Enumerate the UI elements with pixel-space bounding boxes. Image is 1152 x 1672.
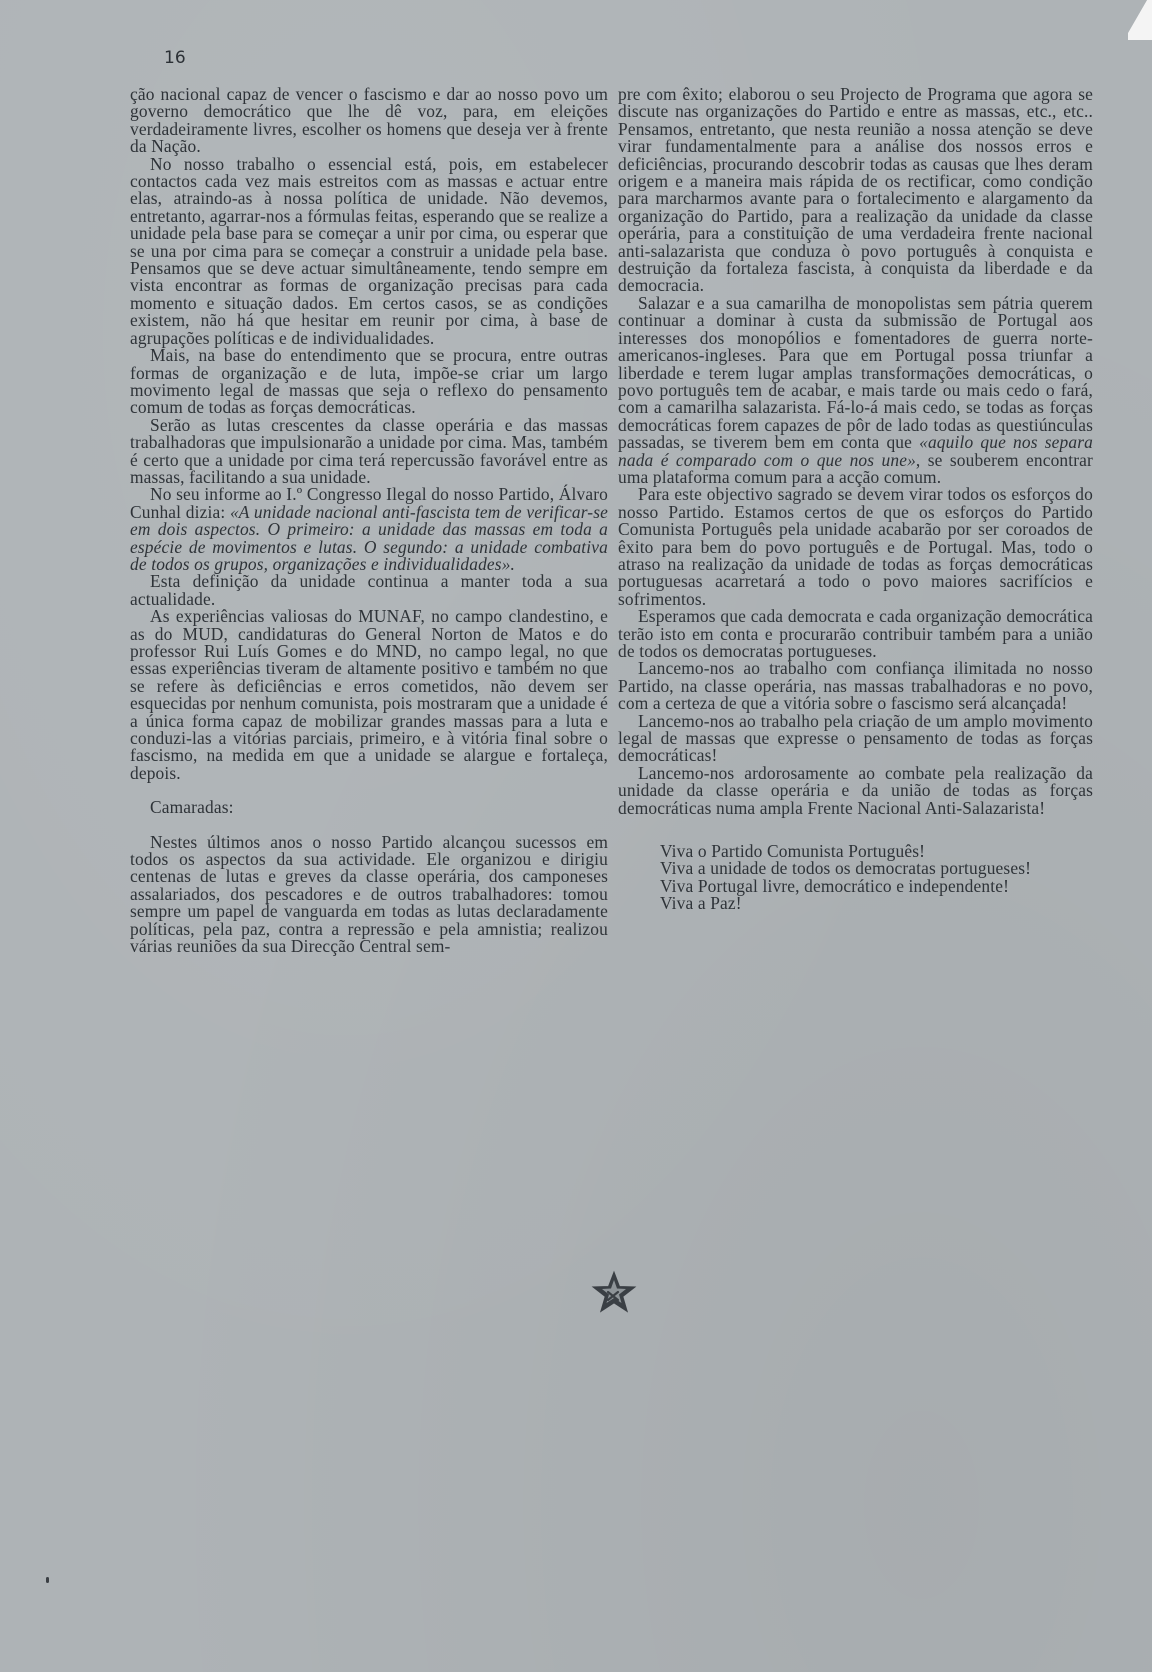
left-paragraph-8: Nestes últimos anos o nosso Partido alcançou sucessos em todos os aspectos da sua actividade. Ele organizou e dirigiu centenas de lutas e greves da classe operária, dos camponeses assalariados, dos pescadores e de outros trabalhadores: tomou sempre um papel de vanguarda em todas as lutas declaradamente políticas, pela paz, contra a repressão e pela amnistia; realizou várias reuniões da sua Direcção Central sem-	[130, 831, 608, 957]
left-paragraph-1: ção nacional capaz de vencer o fascismo e dar ao nosso povo um governo democrático que lhe dê voz, para, em eleições verdadeiramente livres, escolher os homens que deseja ver à frente da Nação.	[130, 84, 608, 157]
salutation: Camaradas:	[150, 797, 234, 818]
right-paragraph-3: Para este objectivo sagrado se devem virar todos os esforços do nosso Partido. Estamos certos de que os esforços do Partido Comunista Português pela unidade acabarão por ser coroados de êxito para bem do povo português e de Portugal. Mas, todo o atraso na realização da unidade de todas as forças democráticas portuguesas acarretará a todo o povo maiores sacrifícios e sofrimentos.	[618, 484, 1093, 609]
right-paragraph-6: Lancemo-nos ao trabalho pela criação de um amplo movimento legal de massas que expresse o pensamento de todas as forças democráticas!	[618, 710, 1093, 766]
right-paragraph-7: Lancemo-nos ardorosamente ao combate pela realização da unidade da classe operária e da união de todas as forças democráticas numa ampla Frente Nacional Anti-Salazarista!	[618, 762, 1093, 818]
right-paragraph-2-end: , se souberem encontrar uma plataforma comum para a acção comum.	[618, 449, 1093, 487]
right-paragraph-5: Lancemo-nos ao trabalho com confiança ilimitada no nosso Partido, na classe operária, nas massas trabalhadoras e no povo, com a certeza de que a vitória sobre o fascismo será alcançada!	[618, 658, 1093, 714]
left-paragraph-4: Serão as lutas crescentes da classe operária e das massas trabalhadoras que impulsionarão a unidade por cima. Mas, também é certo que a unidade por cima terá repercussão favorável entre as massas, facilitando a sua unidade.	[130, 414, 608, 487]
right-paragraph-2	[618, 292, 1094, 487]
congress-quote-intro: No seu informe ao I.º Congresso Ilegal do nosso Partido, Álvaro Cunhal dizia:	[130, 484, 608, 522]
left-paragraph-6: Esta definição da unidade continua a manter toda a sua actualidade.	[130, 571, 608, 609]
salute-line: Viva a unidade de todos os democratas portugueses!	[660, 858, 1032, 879]
unity-quote: «aquilo que nos separa nada é comparado com o que nos une»	[618, 432, 1094, 470]
paper-speck	[46, 1577, 49, 1583]
left-paragraph-7: As experiências valiosas do MUNAF, no campo clandestino, e as do MUD, candidaturas do General Norton de Matos e do professor Rui Luís Gomes e do MND, no campo legal, no que essas experiências tiveram de altamente positivo e também no que se refere às deficiências e erros cometidos, não devem ser esquecidas por nenhum comunista, pois mostraram que a unidade é a única forma capaz de mobilizar grandes massas para a luta e conduzi-las a vitórias parciais, primeiro, e à vitória final sobre o fascismo, na medida em que a unidade se alargue e fortaleça, depois.	[130, 606, 608, 783]
right-paragraph-2-text: Salazar e a sua camarilha de monopolistas sem pátria querem continuar a dominar à custa da submissão de Portugal aos interesses dos monopólios e fomentadores de guerra norte-americanos-ingleses. Para que em Portugal possa triunfar a liberdade e terem lugar amplas transformações democráticas, o povo português tem de acabar, e mais tarde ou mais cedo o fará, com a camarilha salazarista. Fá-lo-á mais cedo, se todas as forças democráticas forem capazes de pôr de lado todas as questiúnculas passadas, se tiverem bem em conta que	[618, 292, 1093, 453]
salute-line: Viva o Partido Comunista Português!	[660, 841, 926, 862]
right-paragraph-1: pre com êxito; elaborou o seu Projecto de Programa que agora se discute nas organizações do Partido e entre as massas, etc., etc.. Pensamos, entretanto, que nesta reunião a nossa atenção se deve virar fundamentalmente para a análise dos nossos erros e deficiências, procurando descobrir todas as causas que lhes deram origem e a maneira mais rápida de os rectificar, como condição para marcharmos avante para o fortalecimento e alargamento da organização do Partido, para a realização da unidade da classe operária, para a constituição de uma verdadeira frente nacional anti-salazarista que conduza ò povo português à conquista e destruição da fortaleza fascista, à conquista da liberdade e da democracia.	[618, 84, 1093, 296]
left-paragraph-2: No nosso trabalho o essencial está, pois, em estabelecer contactos cada vez mais estreitos com as massas e actuar entre elas, atraindo-as à nossa política de unidade. Não devemos, entretanto, agarrar-nos a fórmulas feitas, esperando que se realize a unidade pela base para se começar a unir por cima, ou esperar que se una por cima para se começar a construir a unidade pela base. Pensamos que se deve actuar simultâneamente, tendo sempre em vista encontrar as formas de organização precisas para cada momento e situação dados. Em certos casos, se as condições existem, não há que hesitar em reunir por cima, à base de agrupações políticas e de individualidades.	[130, 153, 608, 348]
left-column	[130, 86, 608, 956]
corner-fold	[1128, 0, 1152, 40]
right-column	[618, 86, 1093, 913]
left-paragraph-5	[130, 486, 608, 573]
left-paragraph-3: Mais, na base do entendimento que se procura, entre outras formas de organização e de luta, impõe-se criar um largo movimento legal de massas que seja o reflexo do pensamento comum de todas as forças democráticas.	[130, 345, 608, 418]
star-emblem-icon	[590, 1270, 638, 1314]
salute-line: Viva Portugal livre, democrático e independente!	[660, 875, 1010, 896]
closing-salutes	[618, 843, 1093, 913]
salute-line: Viva a Paz!	[660, 893, 742, 914]
right-paragraph-4: Esperamos que cada democrata e cada organização democrática terão isto em conta e procurarão contribuir também para a união de todos os democratas portugueses.	[618, 606, 1093, 661]
congress-quote: «A unidade nacional anti-fascista tem de verificar-se em dois aspectos. O primeiro: a unidade das massas em toda a espécie de movimentos e lutas. O segundo: a unidade combativa de todos os grupos, organizações e individualidades».	[130, 501, 608, 574]
page-number: 16	[164, 48, 186, 68]
